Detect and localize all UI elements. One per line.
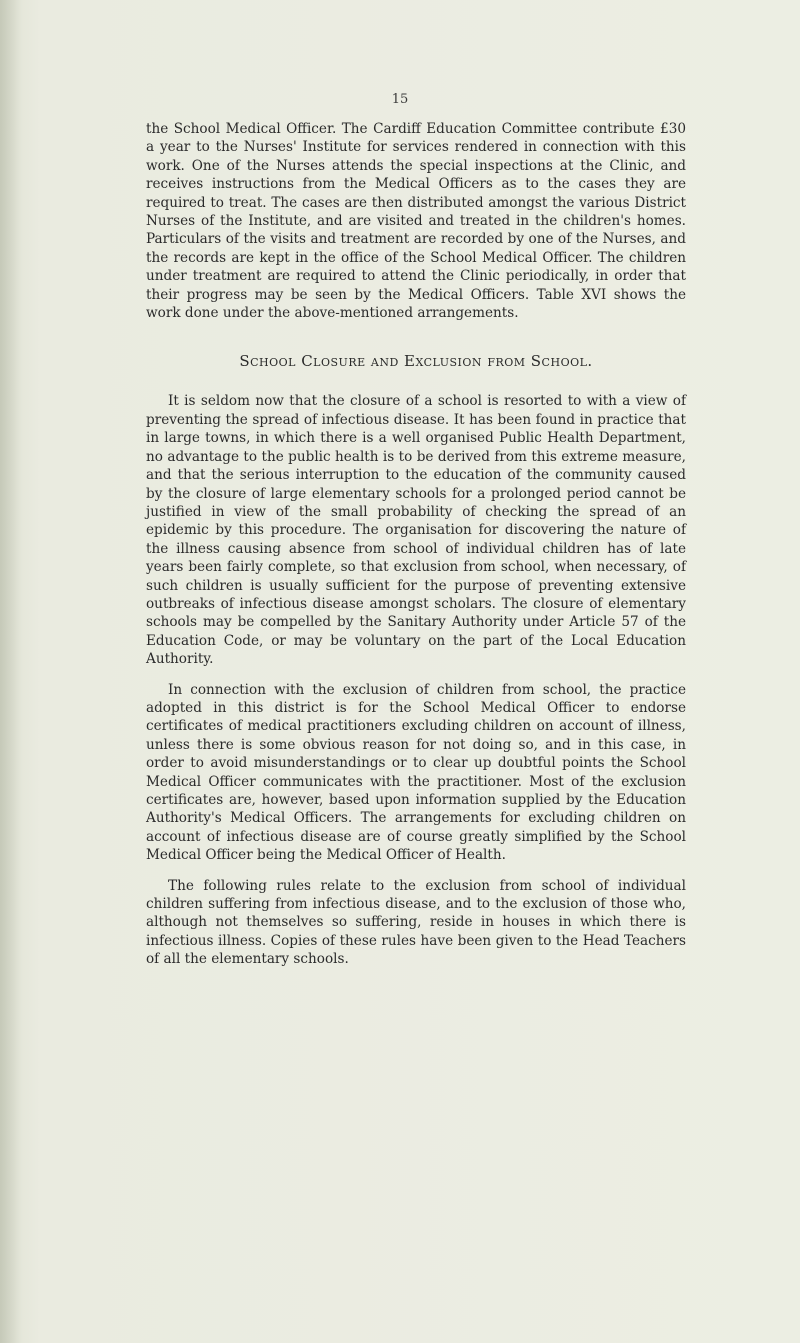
page-number: 15 bbox=[391, 92, 409, 107]
paragraph-nurses-institute: the School Medical Officer. The Cardiff Education Committee contribute £30 a year to the Nurses' Institute for services rendered in connection with this work. One of the Nurses attends the special inspections at the Clinic, and receives instructions from the Medical Officers as to the cases they are required to treat. The cases are then distributed amongst the various District Nurses of the Institute, and are visited and treated in the children's homes. Particulars of the visits and treatment are recorded by one of the Nurses, and the records are kept in the office of the School Medical Officer. The children under treatment are required to attend the Clinic periodically, in order that their progress may be seen by the Medical Officers. Table XVI shows the work done under the above-mentioned arrangements. bbox=[146, 121, 686, 322]
paragraph-exclusion-rules: The following rules relate to the exclusion from school of individual children suffering from infectious disease, and to the exclusion of those who, although not themselves so suffering, reside in houses in which there is infectious illness. Copies of these rules have been given to the Head Teachers of all the elementary schools. bbox=[146, 877, 686, 968]
page-edge-shadow bbox=[0, 0, 22, 1343]
paragraph-exclusion-practice: In connection with the exclusion of children from school, the practice adopted in this district is for the School Medical Officer to endorse certificates of medical practitioners excluding children on account of illness, unless there is some obvious reason for not doing so, and in this case, in order to avoid misunderstandings or to clear up doubtful points the School Medical Officer communicates with the practitioner. Most of the exclusion certificates are, however, based upon information supplied by the Education Authority's Medical Officers. The arrangements for excluding children on account of infectious disease are of course greatly simplified by the School Medical Officer being the Medical Officer of Health. bbox=[146, 681, 686, 864]
paragraph-school-closure: It is seldom now that the closure of a school is resorted to with a view of preventing the spread of infectious disease. It has been found in practice that in large towns, in which there is a well organised Public Health Department, no advantage to the public health is to be derived from this extreme measure, and that the serious interruption to the education of the community caused by the closure of large elementary schools for a prolonged period cannot be justified in view of the small probability of checking the spread of an epidemic by this procedure. The organisation for discovering the nature of the illness causing absence from school of individual children has of late years been fairly complete, so that exclusion from school, when necessary, of such children is usually sufficient for the purpose of preventing extensive outbreaks of infectious disease amongst scholars. The closure of elementary schools may be compelled by the Sanitary Authority under Article 57 of the Education Code, or may be voluntary on the part of the Local Education Authority. bbox=[146, 393, 686, 668]
page-body bbox=[146, 120, 686, 981]
section-heading: School Closure and Exclusion from School. bbox=[239, 352, 593, 371]
